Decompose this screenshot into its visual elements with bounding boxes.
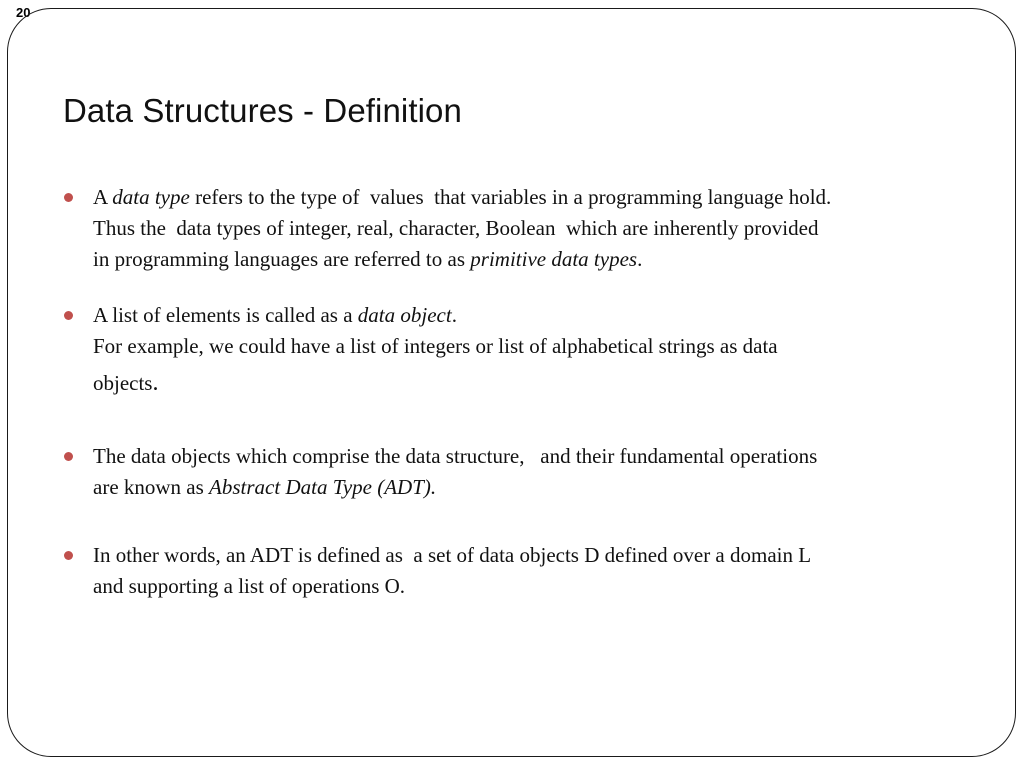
text-run: . <box>152 370 159 396</box>
term-primitive-data-types: primitive data types <box>470 247 638 271</box>
bullet-line <box>93 362 995 404</box>
bullet-item-data-object <box>60 300 995 404</box>
text-run: objects <box>93 371 153 395</box>
bullet-line <box>93 182 995 213</box>
text-run: in programming languages are referred to as <box>93 247 471 271</box>
term-data-type: data type <box>112 185 190 209</box>
bullet-line: In other words, an ADT is defined as a set of data objects D defined over a domain L <box>93 543 812 567</box>
text-run: A list of elements is called as a <box>93 303 358 327</box>
bullet-line <box>93 300 995 331</box>
bullet-dot-icon <box>64 452 73 461</box>
bullet-item-adt-definition <box>60 540 995 602</box>
text-run: refers to the type of values that variables in a programming language hold. <box>189 185 832 209</box>
text-run: A <box>93 185 113 209</box>
text-run: . <box>637 247 643 271</box>
bullet-line: and supporting a list of operations O. <box>93 574 406 598</box>
bullet-dot-icon <box>64 551 73 560</box>
bullet-line <box>93 244 995 275</box>
bullet-dot-icon <box>64 311 73 320</box>
bullet-line: Thus the data types of integer, real, character, Boolean which are inherently provided <box>93 216 819 240</box>
text-run: are known as <box>93 475 210 499</box>
bullet-line: For example, we could have a list of integers or list of alphabetical strings as data <box>93 334 778 358</box>
bullet-dot-icon <box>64 193 73 202</box>
bullet-item-adt <box>60 441 995 503</box>
term-abstract-data-type: Abstract Data Type (ADT). <box>209 475 437 499</box>
page-number: 20 <box>16 5 31 20</box>
bullet-list <box>60 182 995 602</box>
bullet-line: The data objects which comprise the data structure, and their fundamental operations <box>93 444 818 468</box>
bullet-item-data-type <box>60 182 995 275</box>
text-run: . <box>451 303 457 327</box>
term-data-object: data object <box>357 303 452 327</box>
bullet-line <box>93 472 995 503</box>
slide-title: Data Structures - Definition <box>63 92 462 129</box>
